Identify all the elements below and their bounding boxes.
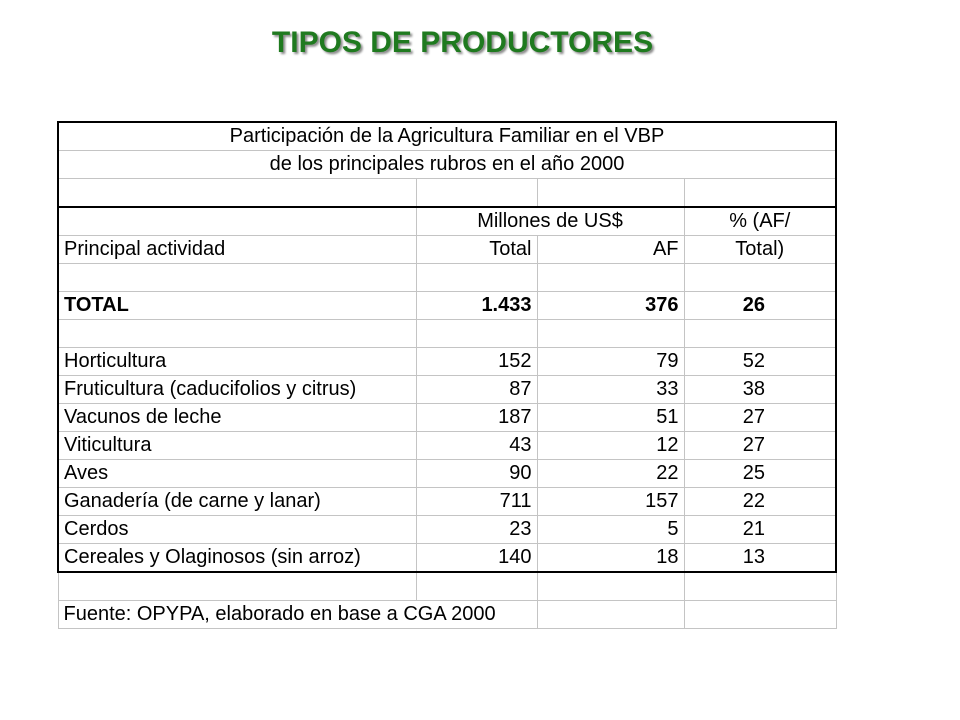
header-group-row xyxy=(58,207,836,236)
empty-cell xyxy=(537,179,684,208)
row-label: Vacunos de leche xyxy=(58,404,416,432)
row-total: 152 xyxy=(416,348,537,376)
spacer-row xyxy=(58,179,836,208)
row-total: 187 xyxy=(416,404,537,432)
row-af: 157 xyxy=(537,488,684,516)
row-af: 12 xyxy=(537,432,684,460)
empty-cell xyxy=(58,264,416,292)
row-label: Fruticultura (caducifolios y citrus) xyxy=(58,376,416,404)
empty-cell xyxy=(416,320,537,348)
empty-cell xyxy=(58,179,416,208)
row-af: 79 xyxy=(537,348,684,376)
column-header-af: AF xyxy=(537,236,684,264)
empty-cell xyxy=(416,572,537,601)
row-total: 711 xyxy=(416,488,537,516)
column-header-activity: Principal actividad xyxy=(58,236,416,264)
table-row xyxy=(58,404,836,432)
row-total: 90 xyxy=(416,460,537,488)
empty-cell xyxy=(416,179,537,208)
row-pct: 52 xyxy=(684,348,836,376)
table-row xyxy=(58,488,836,516)
spacer-row xyxy=(58,572,836,601)
slide-title: TIPOS DE PRODUCTORES xyxy=(271,26,654,59)
row-label: Cereales y Olaginosos (sin arroz) xyxy=(58,544,416,573)
row-pct: 38 xyxy=(684,376,836,404)
table-row xyxy=(58,460,836,488)
empty-cell xyxy=(58,207,416,236)
spacer-row xyxy=(58,264,836,292)
header-group-money: Millones de US$ xyxy=(416,207,684,236)
table-row xyxy=(58,348,836,376)
caption-row-2 xyxy=(58,151,836,179)
empty-cell xyxy=(58,572,416,601)
row-total: 23 xyxy=(416,516,537,544)
row-total: 140 xyxy=(416,544,537,573)
row-label: Viticultura xyxy=(58,432,416,460)
total-label: TOTAL xyxy=(58,292,416,320)
empty-cell xyxy=(537,320,684,348)
table-row xyxy=(58,376,836,404)
total-value: 1.433 xyxy=(416,292,537,320)
empty-cell xyxy=(58,320,416,348)
header-row xyxy=(58,236,836,264)
row-pct: 25 xyxy=(684,460,836,488)
empty-cell xyxy=(684,179,836,208)
table-row xyxy=(58,432,836,460)
row-pct: 21 xyxy=(684,516,836,544)
row-label: Horticultura xyxy=(58,348,416,376)
table-row xyxy=(58,544,836,573)
row-label: Aves xyxy=(58,460,416,488)
row-af: 51 xyxy=(537,404,684,432)
total-pct-value: 26 xyxy=(684,292,836,320)
empty-cell xyxy=(684,320,836,348)
empty-cell xyxy=(537,601,684,629)
spacer-row xyxy=(58,320,836,348)
total-af-value: 376 xyxy=(537,292,684,320)
row-pct: 27 xyxy=(684,404,836,432)
row-af: 5 xyxy=(537,516,684,544)
row-label: Ganadería (de carne y lanar) xyxy=(58,488,416,516)
empty-cell xyxy=(684,264,836,292)
column-header-total: Total xyxy=(416,236,537,264)
empty-cell xyxy=(684,572,836,601)
row-label: Cerdos xyxy=(58,516,416,544)
empty-cell xyxy=(537,572,684,601)
row-total: 87 xyxy=(416,376,537,404)
source-note: Fuente: OPYPA, elaborado en base a CGA 2000 xyxy=(58,601,537,629)
row-af: 33 xyxy=(537,376,684,404)
data-table xyxy=(57,121,837,629)
table-caption-line-2: de los principales rubros en el año 2000 xyxy=(58,151,836,179)
row-pct: 22 xyxy=(684,488,836,516)
table-caption-line-1: Participación de la Agricultura Familiar en el VBP xyxy=(58,122,836,151)
row-total: 43 xyxy=(416,432,537,460)
empty-cell xyxy=(684,601,836,629)
empty-cell xyxy=(537,264,684,292)
total-row xyxy=(58,292,836,320)
caption-row-1 xyxy=(58,122,836,151)
source-row xyxy=(58,601,836,629)
column-header-pct: Total) xyxy=(684,236,836,264)
row-af: 22 xyxy=(537,460,684,488)
empty-cell xyxy=(416,264,537,292)
table-row xyxy=(58,516,836,544)
row-pct: 13 xyxy=(684,544,836,573)
header-group-pct: % (AF/ xyxy=(684,207,836,236)
row-af: 18 xyxy=(537,544,684,573)
row-pct: 27 xyxy=(684,432,836,460)
